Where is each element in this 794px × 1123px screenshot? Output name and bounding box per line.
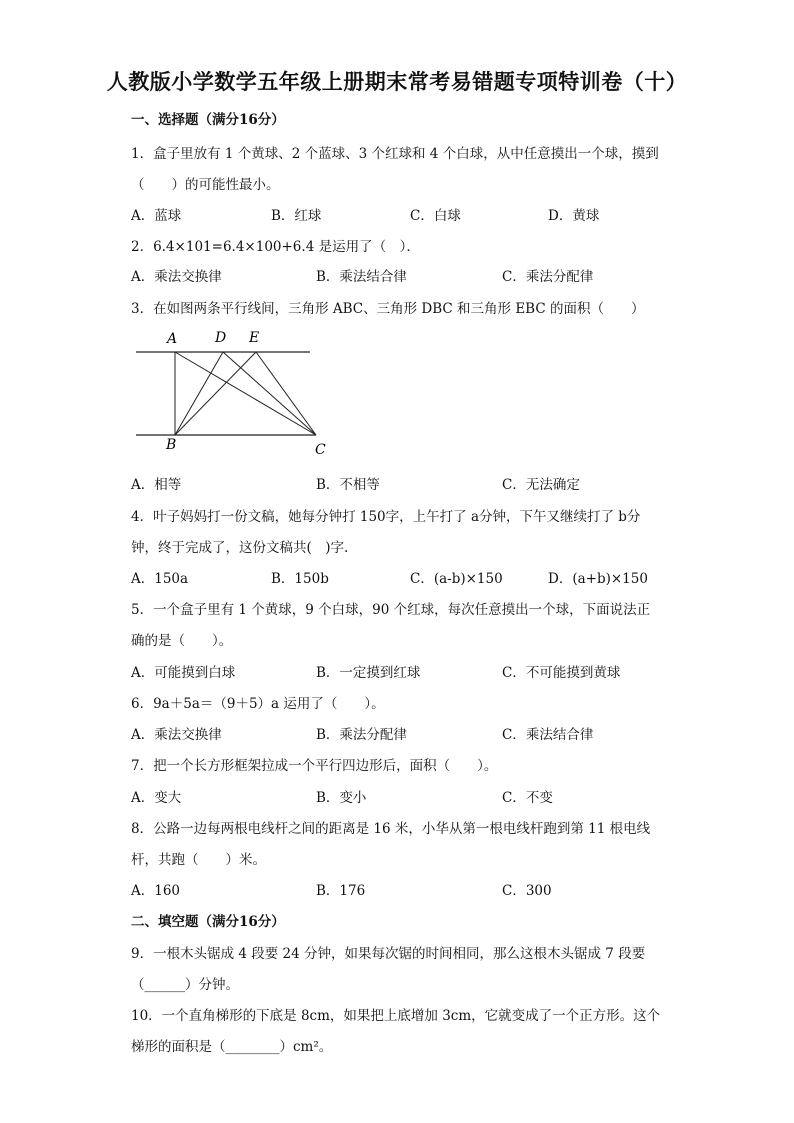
q1-option-d[interactable]: D．黄球	[548, 208, 600, 224]
q4-option-a[interactable]: A．150a	[131, 571, 189, 587]
q3-option-a[interactable]: A．相等	[131, 477, 182, 493]
q2-option-c[interactable]: C．乘法分配律	[502, 269, 594, 285]
q1-option-b[interactable]: B．红球	[271, 208, 322, 224]
segment-ec	[256, 352, 316, 435]
segment-dc	[223, 352, 316, 435]
parallel-lines-triangle-figure	[130, 326, 330, 458]
section-fill-heading: 二、填空题（满分16分）	[131, 914, 285, 930]
q10-text-line2: 梯形的面积是（________）cm²。	[131, 1039, 333, 1055]
label-a: A	[167, 331, 178, 347]
q3-option-c[interactable]: C．无法确定	[502, 477, 580, 493]
q4-option-b[interactable]: B．150b	[271, 571, 329, 587]
q6-option-a[interactable]: A．乘法交换律	[131, 727, 222, 743]
q4-text-line2: 钟，终于完成了，这份文稿共( )字.	[131, 540, 349, 556]
label-c: C	[315, 442, 326, 458]
section-choice-heading: 一、选择题（满分16分）	[131, 112, 285, 128]
q1-option-c[interactable]: C．白球	[410, 208, 461, 224]
q5-option-c[interactable]: C．不可能摸到黄球	[502, 665, 621, 681]
label-b: B	[166, 437, 177, 453]
q3-option-b[interactable]: B．不相等	[316, 477, 380, 493]
q10-text-line1: 10．一个直角梯形的下底是 8cm，如果把上底增加 3cm，它就变成了一个正方形。这个	[131, 1008, 661, 1024]
q1-text-line1: 1．盒子里放有 1 个黄球、2 个蓝球、3 个红球和 4 个白球，从中任意摸出一个球，摸到	[131, 146, 659, 162]
q8-text-line1: 8．公路一边每两根电线杆之间的距离是 16 米，小华从第一根电线杆跑到第 11 根电线	[131, 821, 651, 837]
q7-option-c[interactable]: C．不变	[502, 790, 553, 806]
q1-text-line2: （ ）的可能性最小。	[131, 177, 280, 193]
q4-option-c[interactable]: C．(a-b)×150	[410, 571, 503, 587]
q2-option-b[interactable]: B．乘法结合律	[316, 269, 407, 285]
q5-text-line2: 确的是（ ）。	[131, 633, 233, 649]
segment-ac	[175, 352, 316, 435]
q9-text-line1: 9．一根木头锯成 4 段要 24 分钟，如果每次锯的时间相同，那么这根木头锯成 7 段要	[131, 946, 646, 962]
label-d: D	[215, 330, 227, 346]
q5-option-a[interactable]: A．可能摸到白球	[131, 665, 236, 681]
page-title: 人教版小学数学五年级上册期末常考易错题专项特训卷（十）	[106, 69, 688, 94]
q8-option-a[interactable]: A．160	[131, 883, 181, 899]
q6-text: 6．9a＋5a＝（9＋5）a 运用了（ ）。	[131, 696, 385, 712]
q8-option-c[interactable]: C．300	[502, 883, 552, 899]
q5-option-b[interactable]: B．一定摸到红球	[316, 665, 421, 681]
q2-option-a[interactable]: A．乘法交换律	[131, 269, 222, 285]
label-e: E	[249, 330, 260, 346]
q4-option-d[interactable]: D．(a+b)×150	[548, 571, 648, 587]
q2-text: 2．6.4×101=6.4×100+6.4 是运用了（ ）．	[131, 239, 420, 255]
q8-text-line2: 杆，共跑（ ）米。	[131, 852, 266, 868]
q4-text-line1: 4．叶子妈妈打一份文稿，她每分钟打 150字，上午打了 a分钟，下午又继续打了 b分	[131, 509, 641, 525]
q8-option-b[interactable]: B．176	[316, 883, 366, 899]
q5-text-line1: 5．一个盒子里有 1 个黄球，9 个白球，90 个红球，每次任意摸出一个球，下面说法正	[131, 602, 651, 618]
q7-option-a[interactable]: A．变大	[131, 790, 182, 806]
q6-option-b[interactable]: B．乘法分配律	[316, 727, 407, 743]
q3-text: 3．在如图两条平行线间，三角形 ABC、三角形 DBC 和三角形 EBC 的面积（ ）	[131, 301, 645, 317]
q1-option-a[interactable]: A．蓝球	[131, 208, 182, 224]
q7-option-b[interactable]: B．变小	[316, 790, 367, 806]
q7-text: 7．把一个长方形框架拉成一个平行四边形后，面积（ ）。	[131, 758, 498, 774]
q6-option-c[interactable]: C．乘法结合律	[502, 727, 594, 743]
q9-text-line2: （______）分钟。	[131, 977, 239, 993]
